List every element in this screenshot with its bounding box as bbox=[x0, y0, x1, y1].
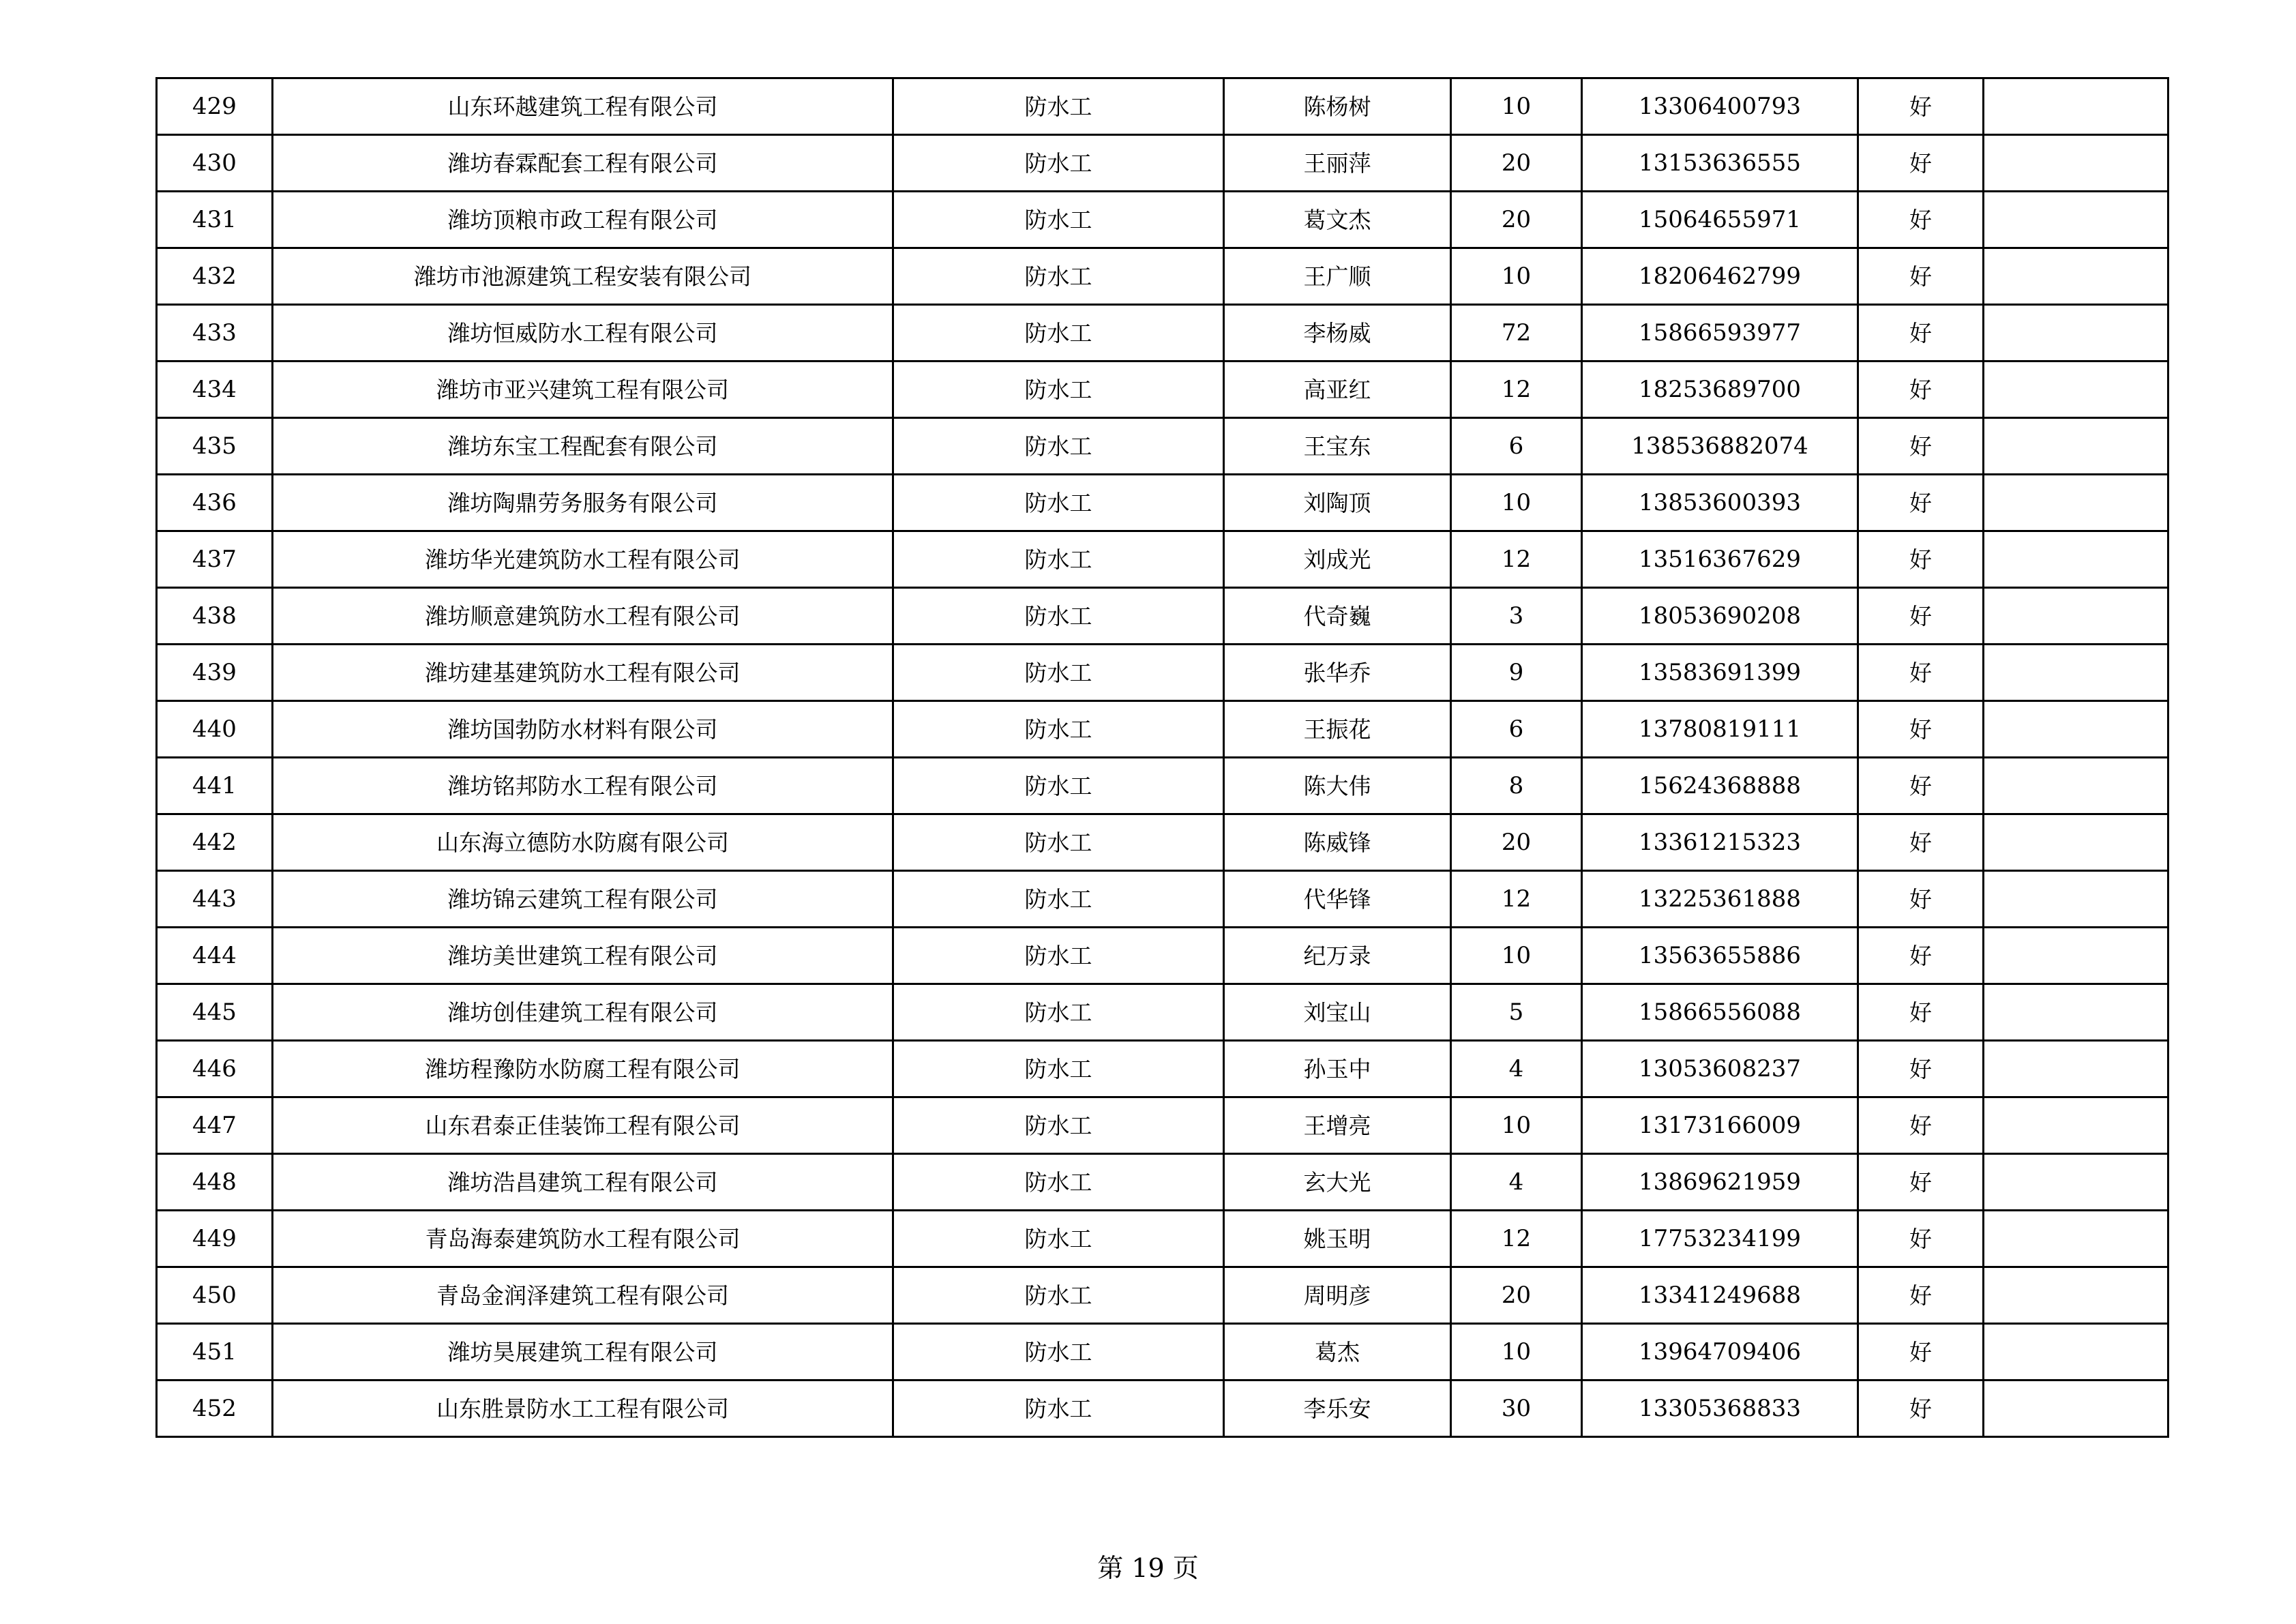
cell-contact: 刘陶顶 bbox=[1224, 475, 1451, 531]
cell-number: 436 bbox=[157, 475, 273, 531]
cell-number: 433 bbox=[157, 305, 273, 361]
cell-phone: 13869621959 bbox=[1582, 1154, 1858, 1211]
cell-phone: 15866593977 bbox=[1582, 305, 1858, 361]
page-number: 第 19 页 bbox=[1097, 1553, 1199, 1583]
cell-contact: 代奇巍 bbox=[1224, 588, 1451, 645]
cell-number: 448 bbox=[157, 1154, 273, 1211]
table-row bbox=[157, 1267, 2168, 1324]
contractor-table bbox=[155, 77, 2169, 1438]
cell-contact: 王振花 bbox=[1224, 701, 1451, 758]
cell-rating: 好 bbox=[1858, 1324, 1984, 1381]
cell-contact: 纪万录 bbox=[1224, 928, 1451, 984]
cell-contact: 陈威锋 bbox=[1224, 814, 1451, 871]
table-row bbox=[157, 701, 2168, 758]
cell-phone: 17753234199 bbox=[1582, 1211, 1858, 1267]
cell-company: 潍坊华光建筑防水工程有限公司 bbox=[273, 531, 893, 588]
cell-company: 潍坊锦云建筑工程有限公司 bbox=[273, 871, 893, 928]
cell-phone: 15064655971 bbox=[1582, 192, 1858, 248]
cell-headcount: 10 bbox=[1451, 1097, 1582, 1154]
cell-phone: 13225361888 bbox=[1582, 871, 1858, 928]
cell-work-type: 防水工 bbox=[893, 192, 1224, 248]
cell-contact: 刘成光 bbox=[1224, 531, 1451, 588]
cell-number: 442 bbox=[157, 814, 273, 871]
cell-company: 潍坊东宝工程配套有限公司 bbox=[273, 418, 893, 475]
cell-company: 山东环越建筑工程有限公司 bbox=[273, 78, 893, 135]
cell-work-type: 防水工 bbox=[893, 645, 1224, 701]
cell-remark bbox=[1984, 1041, 2168, 1097]
cell-remark bbox=[1984, 871, 2168, 928]
cell-contact: 陈杨树 bbox=[1224, 78, 1451, 135]
cell-work-type: 防水工 bbox=[893, 305, 1224, 361]
cell-headcount: 10 bbox=[1451, 78, 1582, 135]
cell-company: 潍坊铭邦防水工程有限公司 bbox=[273, 758, 893, 814]
cell-phone: 18253689700 bbox=[1582, 361, 1858, 418]
cell-phone: 13153636555 bbox=[1582, 135, 1858, 192]
cell-rating: 好 bbox=[1858, 871, 1984, 928]
cell-rating: 好 bbox=[1858, 645, 1984, 701]
cell-phone: 13341249688 bbox=[1582, 1267, 1858, 1324]
cell-headcount: 20 bbox=[1451, 814, 1582, 871]
cell-company: 潍坊创佳建筑工程有限公司 bbox=[273, 984, 893, 1041]
cell-work-type: 防水工 bbox=[893, 135, 1224, 192]
cell-number: 450 bbox=[157, 1267, 273, 1324]
cell-remark bbox=[1984, 418, 2168, 475]
cell-rating: 好 bbox=[1858, 928, 1984, 984]
cell-work-type: 防水工 bbox=[893, 1267, 1224, 1324]
table-row bbox=[157, 1097, 2168, 1154]
cell-rating: 好 bbox=[1858, 701, 1984, 758]
cell-phone: 13583691399 bbox=[1582, 645, 1858, 701]
cell-company: 青岛金润泽建筑工程有限公司 bbox=[273, 1267, 893, 1324]
cell-work-type: 防水工 bbox=[893, 1041, 1224, 1097]
cell-rating: 好 bbox=[1858, 984, 1984, 1041]
cell-headcount: 72 bbox=[1451, 305, 1582, 361]
cell-rating: 好 bbox=[1858, 1211, 1984, 1267]
cell-remark bbox=[1984, 192, 2168, 248]
cell-rating: 好 bbox=[1858, 192, 1984, 248]
cell-number: 446 bbox=[157, 1041, 273, 1097]
cell-remark bbox=[1984, 361, 2168, 418]
table-row bbox=[157, 1381, 2168, 1437]
cell-contact: 张华乔 bbox=[1224, 645, 1451, 701]
cell-company: 潍坊国勃防水材料有限公司 bbox=[273, 701, 893, 758]
cell-work-type: 防水工 bbox=[893, 984, 1224, 1041]
cell-company: 潍坊昊展建筑工程有限公司 bbox=[273, 1324, 893, 1381]
cell-work-type: 防水工 bbox=[893, 1324, 1224, 1381]
table-row bbox=[157, 78, 2168, 135]
table-row bbox=[157, 475, 2168, 531]
cell-remark bbox=[1984, 645, 2168, 701]
cell-headcount: 10 bbox=[1451, 248, 1582, 305]
cell-remark bbox=[1984, 1267, 2168, 1324]
cell-work-type: 防水工 bbox=[893, 814, 1224, 871]
cell-contact: 刘宝山 bbox=[1224, 984, 1451, 1041]
table-row bbox=[157, 588, 2168, 645]
cell-remark bbox=[1984, 135, 2168, 192]
cell-remark bbox=[1984, 758, 2168, 814]
cell-contact: 王广顺 bbox=[1224, 248, 1451, 305]
cell-company: 潍坊陶鼎劳务服务有限公司 bbox=[273, 475, 893, 531]
cell-work-type: 防水工 bbox=[893, 758, 1224, 814]
cell-headcount: 9 bbox=[1451, 645, 1582, 701]
cell-contact: 李杨威 bbox=[1224, 305, 1451, 361]
cell-remark bbox=[1984, 984, 2168, 1041]
cell-rating: 好 bbox=[1858, 135, 1984, 192]
cell-headcount: 6 bbox=[1451, 418, 1582, 475]
cell-work-type: 防水工 bbox=[893, 361, 1224, 418]
cell-contact: 玄大光 bbox=[1224, 1154, 1451, 1211]
cell-work-type: 防水工 bbox=[893, 1211, 1224, 1267]
table-row bbox=[157, 1154, 2168, 1211]
cell-company: 潍坊春霖配套工程有限公司 bbox=[273, 135, 893, 192]
cell-contact: 陈大伟 bbox=[1224, 758, 1451, 814]
cell-work-type: 防水工 bbox=[893, 588, 1224, 645]
cell-remark bbox=[1984, 1324, 2168, 1381]
cell-work-type: 防水工 bbox=[893, 475, 1224, 531]
cell-company: 潍坊建基建筑防水工程有限公司 bbox=[273, 645, 893, 701]
cell-phone: 15866556088 bbox=[1582, 984, 1858, 1041]
cell-company: 潍坊恒威防水工程有限公司 bbox=[273, 305, 893, 361]
cell-phone: 138536882074 bbox=[1582, 418, 1858, 475]
cell-headcount: 10 bbox=[1451, 1324, 1582, 1381]
cell-headcount: 20 bbox=[1451, 192, 1582, 248]
cell-rating: 好 bbox=[1858, 248, 1984, 305]
cell-work-type: 防水工 bbox=[893, 418, 1224, 475]
cell-remark bbox=[1984, 928, 2168, 984]
cell-remark bbox=[1984, 78, 2168, 135]
cell-company: 潍坊市池源建筑工程安装有限公司 bbox=[273, 248, 893, 305]
table-row bbox=[157, 361, 2168, 418]
cell-number: 430 bbox=[157, 135, 273, 192]
table-row bbox=[157, 1211, 2168, 1267]
cell-remark bbox=[1984, 475, 2168, 531]
cell-phone: 13361215323 bbox=[1582, 814, 1858, 871]
table-row bbox=[157, 645, 2168, 701]
cell-company: 潍坊顺意建筑防水工程有限公司 bbox=[273, 588, 893, 645]
cell-work-type: 防水工 bbox=[893, 871, 1224, 928]
cell-number: 445 bbox=[157, 984, 273, 1041]
cell-phone: 13173166009 bbox=[1582, 1097, 1858, 1154]
cell-headcount: 12 bbox=[1451, 871, 1582, 928]
cell-work-type: 防水工 bbox=[893, 78, 1224, 135]
table-row bbox=[157, 192, 2168, 248]
cell-number: 443 bbox=[157, 871, 273, 928]
table-row bbox=[157, 248, 2168, 305]
table-body bbox=[157, 78, 2168, 1437]
cell-company: 潍坊顶粮市政工程有限公司 bbox=[273, 192, 893, 248]
cell-contact: 葛文杰 bbox=[1224, 192, 1451, 248]
cell-work-type: 防水工 bbox=[893, 248, 1224, 305]
cell-company: 潍坊市亚兴建筑工程有限公司 bbox=[273, 361, 893, 418]
cell-work-type: 防水工 bbox=[893, 1154, 1224, 1211]
cell-work-type: 防水工 bbox=[893, 928, 1224, 984]
table-row bbox=[157, 871, 2168, 928]
cell-rating: 好 bbox=[1858, 1097, 1984, 1154]
cell-number: 440 bbox=[157, 701, 273, 758]
table-row bbox=[157, 1041, 2168, 1097]
cell-work-type: 防水工 bbox=[893, 1381, 1224, 1437]
cell-rating: 好 bbox=[1858, 1381, 1984, 1437]
cell-company: 青岛海泰建筑防水工程有限公司 bbox=[273, 1211, 893, 1267]
cell-number: 449 bbox=[157, 1211, 273, 1267]
cell-company: 潍坊浩昌建筑工程有限公司 bbox=[273, 1154, 893, 1211]
cell-company: 山东海立德防水防腐有限公司 bbox=[273, 814, 893, 871]
cell-rating: 好 bbox=[1858, 1041, 1984, 1097]
cell-phone: 13053608237 bbox=[1582, 1041, 1858, 1097]
cell-number: 452 bbox=[157, 1381, 273, 1437]
cell-headcount: 20 bbox=[1451, 1267, 1582, 1324]
cell-phone: 18053690208 bbox=[1582, 588, 1858, 645]
cell-headcount: 4 bbox=[1451, 1041, 1582, 1097]
cell-headcount: 20 bbox=[1451, 135, 1582, 192]
cell-phone: 13853600393 bbox=[1582, 475, 1858, 531]
cell-number: 431 bbox=[157, 192, 273, 248]
cell-number: 447 bbox=[157, 1097, 273, 1154]
cell-work-type: 防水工 bbox=[893, 701, 1224, 758]
cell-rating: 好 bbox=[1858, 418, 1984, 475]
cell-headcount: 8 bbox=[1451, 758, 1582, 814]
cell-remark bbox=[1984, 701, 2168, 758]
table-row bbox=[157, 418, 2168, 475]
cell-rating: 好 bbox=[1858, 814, 1984, 871]
cell-work-type: 防水工 bbox=[893, 1097, 1224, 1154]
cell-headcount: 3 bbox=[1451, 588, 1582, 645]
cell-phone: 13780819111 bbox=[1582, 701, 1858, 758]
cell-company: 山东胜景防水工工程有限公司 bbox=[273, 1381, 893, 1437]
cell-remark bbox=[1984, 1097, 2168, 1154]
cell-rating: 好 bbox=[1858, 1267, 1984, 1324]
cell-remark bbox=[1984, 814, 2168, 871]
cell-headcount: 30 bbox=[1451, 1381, 1582, 1437]
cell-company: 潍坊美世建筑工程有限公司 bbox=[273, 928, 893, 984]
cell-headcount: 4 bbox=[1451, 1154, 1582, 1211]
table-row bbox=[157, 758, 2168, 814]
table-row bbox=[157, 814, 2168, 871]
cell-contact: 孙玉中 bbox=[1224, 1041, 1451, 1097]
cell-remark bbox=[1984, 1381, 2168, 1437]
cell-rating: 好 bbox=[1858, 1154, 1984, 1211]
cell-rating: 好 bbox=[1858, 531, 1984, 588]
table-row bbox=[157, 928, 2168, 984]
cell-rating: 好 bbox=[1858, 361, 1984, 418]
cell-company: 山东君泰正佳装饰工程有限公司 bbox=[273, 1097, 893, 1154]
cell-phone: 13305368833 bbox=[1582, 1381, 1858, 1437]
cell-rating: 好 bbox=[1858, 758, 1984, 814]
cell-rating: 好 bbox=[1858, 305, 1984, 361]
cell-headcount: 12 bbox=[1451, 531, 1582, 588]
cell-headcount: 6 bbox=[1451, 701, 1582, 758]
cell-rating: 好 bbox=[1858, 475, 1984, 531]
cell-phone: 18206462799 bbox=[1582, 248, 1858, 305]
cell-remark bbox=[1984, 248, 2168, 305]
cell-phone: 13306400793 bbox=[1582, 78, 1858, 135]
cell-headcount: 12 bbox=[1451, 361, 1582, 418]
cell-remark bbox=[1984, 588, 2168, 645]
cell-contact: 周明彦 bbox=[1224, 1267, 1451, 1324]
table-row bbox=[157, 531, 2168, 588]
cell-remark bbox=[1984, 531, 2168, 588]
cell-company: 潍坊程豫防水防腐工程有限公司 bbox=[273, 1041, 893, 1097]
cell-number: 429 bbox=[157, 78, 273, 135]
cell-phone: 13563655886 bbox=[1582, 928, 1858, 984]
cell-contact: 姚玉明 bbox=[1224, 1211, 1451, 1267]
cell-contact: 代华锋 bbox=[1224, 871, 1451, 928]
cell-contact: 王丽萍 bbox=[1224, 135, 1451, 192]
cell-number: 444 bbox=[157, 928, 273, 984]
cell-remark bbox=[1984, 1154, 2168, 1211]
cell-remark bbox=[1984, 1211, 2168, 1267]
cell-rating: 好 bbox=[1858, 588, 1984, 645]
cell-phone: 15624368888 bbox=[1582, 758, 1858, 814]
cell-phone: 13964709406 bbox=[1582, 1324, 1858, 1381]
cell-headcount: 10 bbox=[1451, 475, 1582, 531]
cell-contact: 葛杰 bbox=[1224, 1324, 1451, 1381]
table-row bbox=[157, 305, 2168, 361]
cell-number: 432 bbox=[157, 248, 273, 305]
cell-number: 438 bbox=[157, 588, 273, 645]
cell-number: 434 bbox=[157, 361, 273, 418]
table-row bbox=[157, 135, 2168, 192]
cell-rating: 好 bbox=[1858, 78, 1984, 135]
cell-number: 439 bbox=[157, 645, 273, 701]
cell-headcount: 12 bbox=[1451, 1211, 1582, 1267]
cell-contact: 李乐安 bbox=[1224, 1381, 1451, 1437]
cell-number: 451 bbox=[157, 1324, 273, 1381]
cell-number: 441 bbox=[157, 758, 273, 814]
cell-contact: 高亚红 bbox=[1224, 361, 1451, 418]
cell-contact: 王增亮 bbox=[1224, 1097, 1451, 1154]
cell-number: 437 bbox=[157, 531, 273, 588]
table-row bbox=[157, 1324, 2168, 1381]
cell-remark bbox=[1984, 305, 2168, 361]
cell-headcount: 10 bbox=[1451, 928, 1582, 984]
cell-headcount: 5 bbox=[1451, 984, 1582, 1041]
cell-contact: 王宝东 bbox=[1224, 418, 1451, 475]
table-row bbox=[157, 984, 2168, 1041]
cell-number: 435 bbox=[157, 418, 273, 475]
cell-phone: 13516367629 bbox=[1582, 531, 1858, 588]
cell-work-type: 防水工 bbox=[893, 531, 1224, 588]
